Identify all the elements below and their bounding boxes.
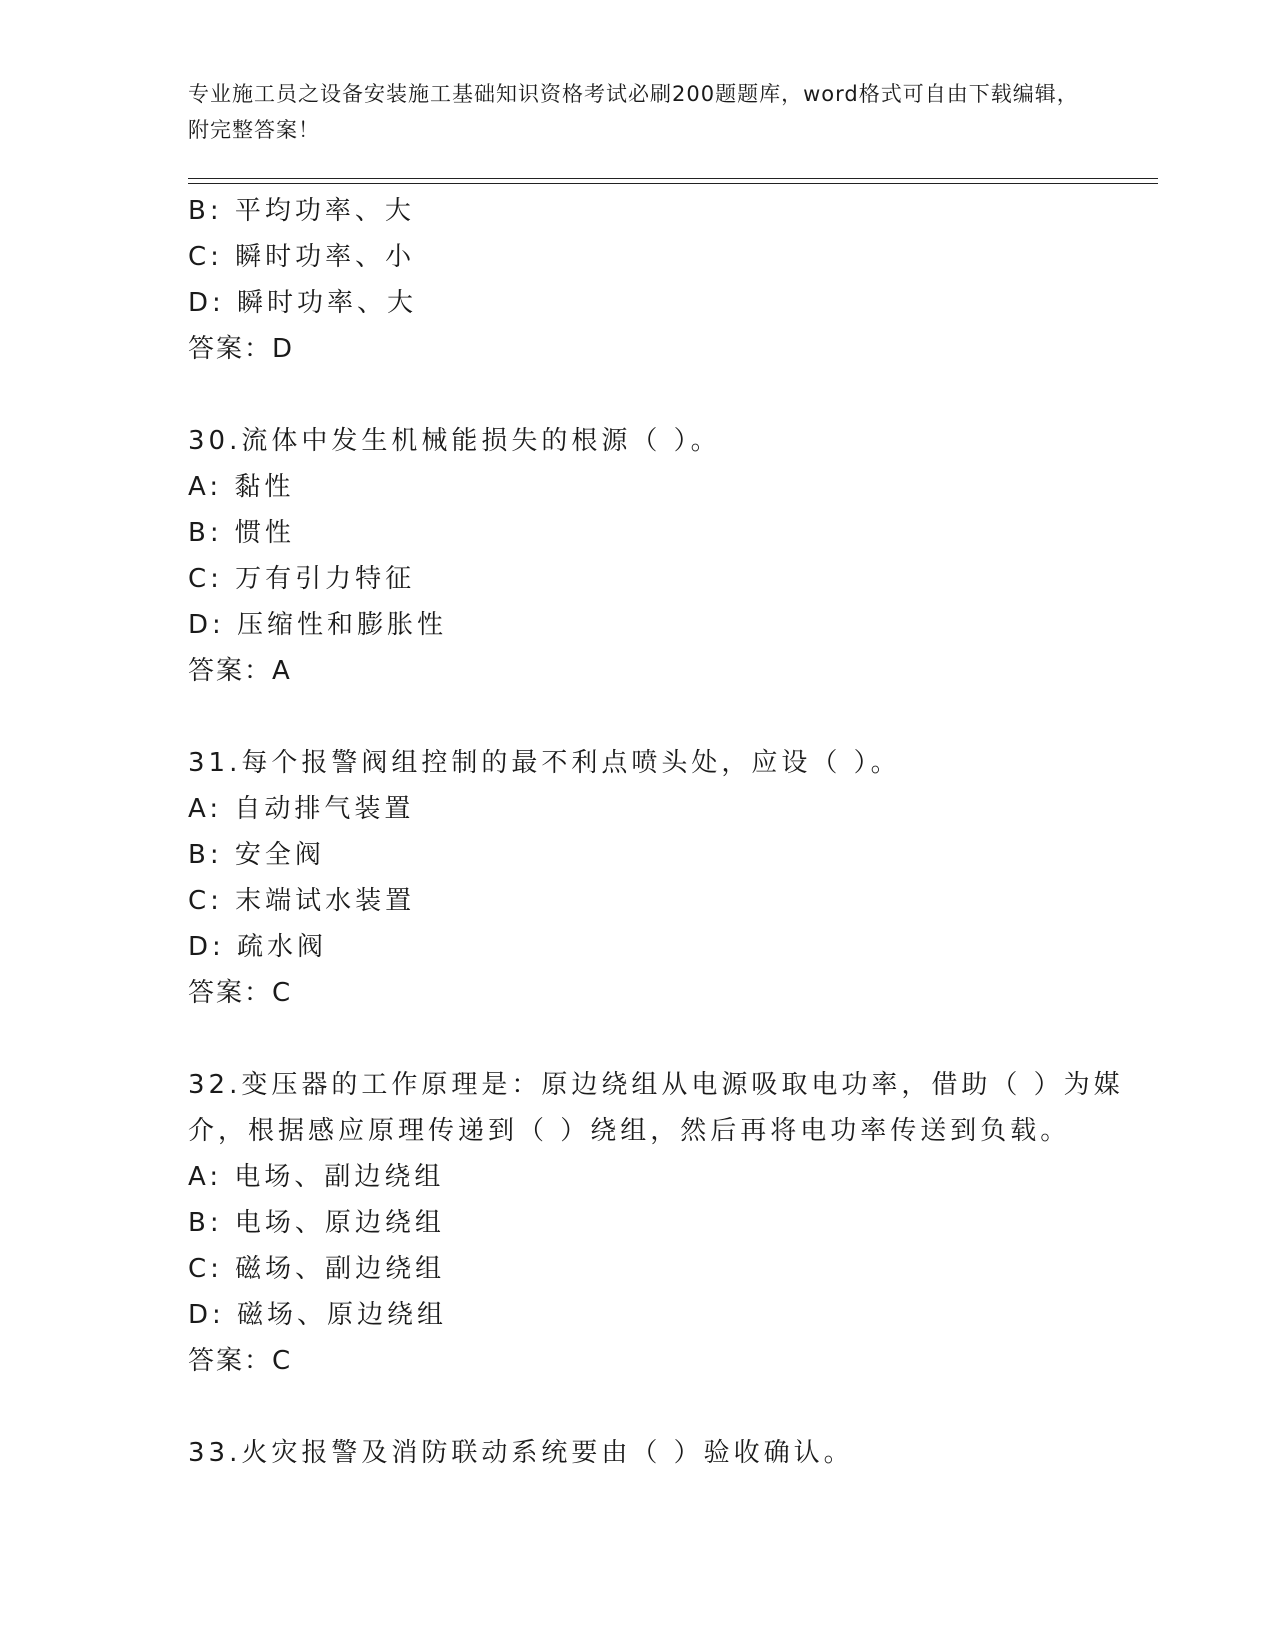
header-rule-bottom — [188, 183, 1158, 184]
question-content — [188, 188, 1148, 1476]
option-a: A: 自动排气装置 — [188, 794, 415, 824]
answer-line: 答案：A — [188, 656, 292, 686]
option-d: D: 瞬时功率、大 — [188, 288, 418, 318]
question-text: 33.火灾报警及消防联动系统要由（ ）验收确认。 — [188, 1438, 854, 1468]
page-header: 专业施工员之设备安装施工基础知识资格考试必刷200题题库，word格式可自由下载编辑，附完整答案！ — [188, 82, 1079, 142]
question-text: 30.流体中发生机械能损失的根源（ ）。 — [188, 426, 721, 456]
option-d: D: 磁场、原边绕组 — [188, 1300, 448, 1330]
option-b: B: 电场、原边绕组 — [188, 1208, 445, 1238]
answer-line: 答案：C — [188, 978, 293, 1008]
option-c: C: 万有引力特征 — [188, 564, 416, 594]
option-d: D: 疏水阀 — [188, 932, 328, 962]
question-text: 31.每个报警阀组控制的最不利点喷头处，应设（ ）。 — [188, 748, 901, 778]
option-c: C: 末端试水装置 — [188, 886, 416, 916]
answer-line: 答案：C — [188, 1346, 293, 1376]
question-text: 32.变压器的工作原理是：原边绕组从电源吸取电功率，借助（ ）为媒介，根据感应原理传递到（ ）绕组，然后再将电功率传送到负载。 — [188, 1070, 1124, 1146]
option-b: B: 安全阀 — [188, 840, 325, 870]
option-d: D: 压缩性和膨胀性 — [188, 610, 448, 640]
option-c: C: 磁场、副边绕组 — [188, 1254, 446, 1284]
header-rule-top — [188, 178, 1158, 179]
option-b: B: 惯性 — [188, 518, 295, 548]
option-c: C: 瞬时功率、小 — [188, 242, 416, 272]
answer-line: 答案：D — [188, 334, 295, 364]
option-a: A: 电场、副边绕组 — [188, 1162, 445, 1192]
option-b: B: 平均功率、大 — [188, 196, 415, 226]
option-a: A: 黏性 — [188, 472, 295, 502]
